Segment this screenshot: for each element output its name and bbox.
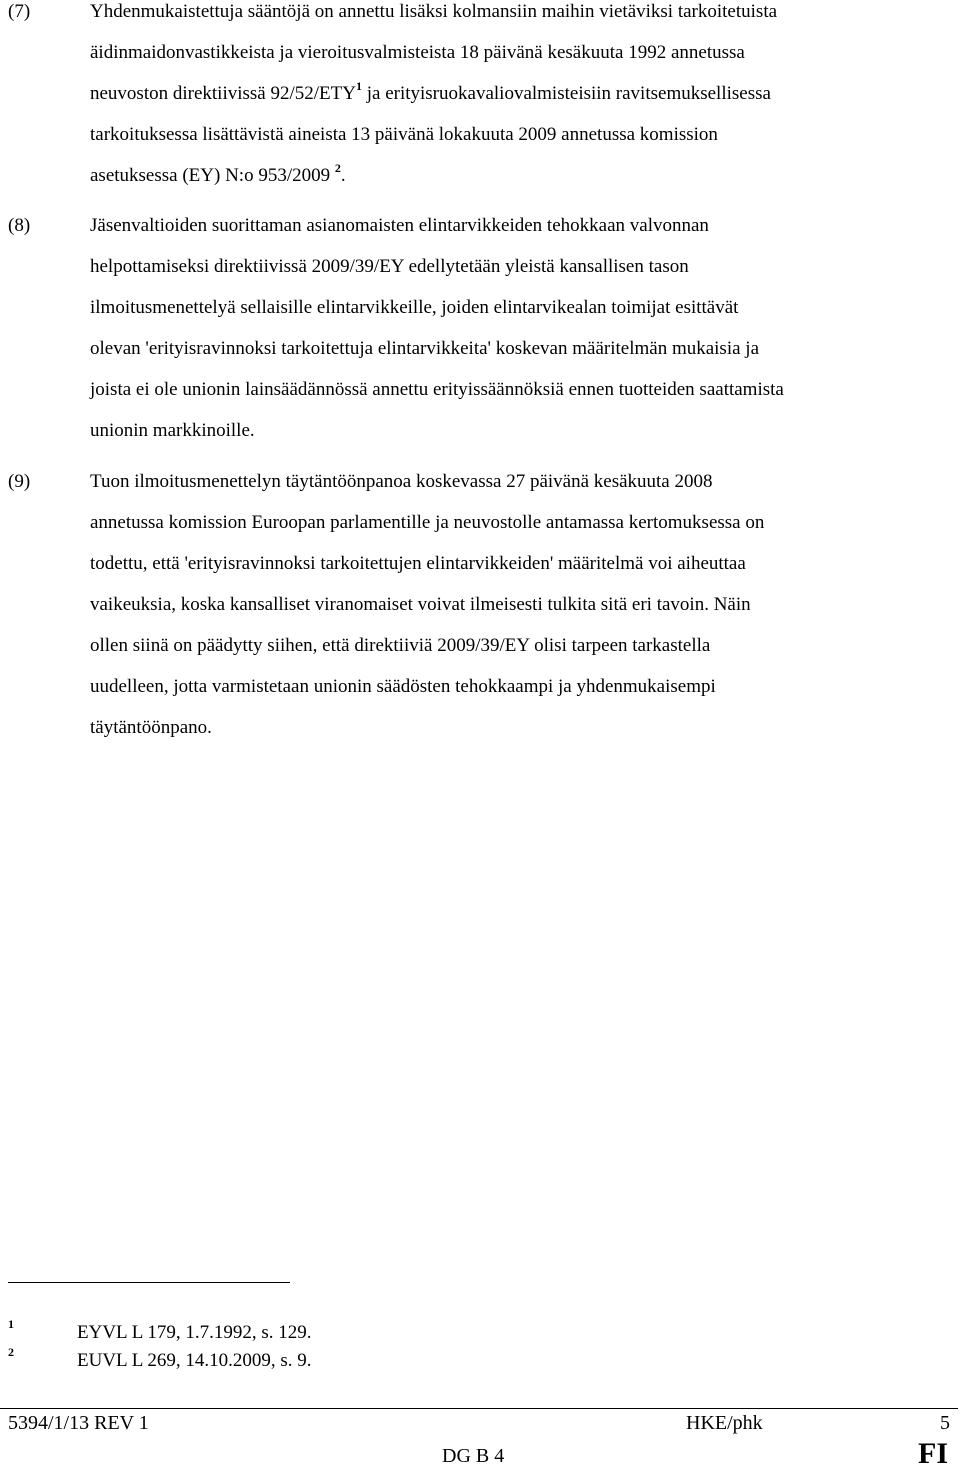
- text-line: unionin markkinoille.: [90, 420, 255, 441]
- document-reference: 5394/1/13 REV 1: [8, 1412, 149, 1434]
- text-line: täytäntöönpano.: [90, 717, 212, 738]
- text-line: Yhdenmukaistettuja sääntöjä on annettu lisäksi kolmansiin maihin vietäviksi tarkoitetuista: [90, 1, 778, 22]
- footnote-mark: 1: [8, 1317, 14, 1331]
- footnote-text: EUVL L 269, 14.10.2009, s. 9.: [77, 1350, 312, 1371]
- footnote-text: EYVL L 179, 1.7.1992, s. 129.: [77, 1322, 312, 1343]
- text-line: [90, 73, 950, 114]
- footnote-mark: 2: [8, 1345, 14, 1359]
- footnote-ref[interactable]: 2: [334, 161, 341, 175]
- text-line: vaikeuksia, koska kansalliset viranomaiset voivat ilmeisesti tulkita sitä eri tavoin. Näin: [90, 594, 751, 615]
- recital-text: [90, 0, 950, 196]
- text-segment: ja erityisruokavaliovalmisteisiin ravitsemuksellisessa: [366, 83, 771, 104]
- text-line: äidinmaidonvastikkeista ja vieroitusvalmisteista 18 päivänä kesäkuuta 1992 annetussa: [90, 42, 745, 63]
- text-line: helpottamiseksi direktiivissä 2009/39/EY edellytetään yleistä kansallisen tason: [90, 256, 689, 277]
- text-line: todettu, että 'erityisravinnoksi tarkoitettujen elintarvikkeiden' määritelmä voi aiheuttaa: [90, 553, 746, 574]
- footnote-separator: [8, 1282, 290, 1283]
- text-segment: .: [340, 165, 346, 186]
- language-code: FI: [918, 1437, 948, 1470]
- recital-number: (9): [8, 471, 31, 492]
- author-initials: HKE/phk: [686, 1412, 763, 1434]
- text-line: uudelleen, jotta varmistetaan unionin säädösten tehokkaampi ja yhdenmukaisempi: [90, 676, 716, 697]
- text-segment: neuvoston direktiivissä 92/52/ETY: [90, 83, 356, 104]
- text-line: ollen siinä on päädytty siihen, että direktiiviä 2009/39/EY olisi tarpeen tarkastella: [90, 635, 711, 656]
- page-number: 5: [940, 1412, 950, 1434]
- footnote-ref[interactable]: 1: [355, 79, 362, 93]
- text-line: ilmoitusmenettelyä sellaisille elintarvikkeille, joiden elintarvikealan toimijat esittävät: [90, 297, 739, 318]
- recital-number: (7): [8, 1, 31, 22]
- footer-separator: [0, 1408, 958, 1409]
- recital-text: [90, 461, 950, 748]
- text-line: [90, 155, 950, 196]
- text-line: joista ei ole unionin lainsäädännössä annettu erityissäännöksiä ennen tuotteiden saattamista: [90, 379, 784, 400]
- directorate: DG B 4: [442, 1445, 505, 1467]
- text-segment: asetuksessa (EY) N:o 953/2009: [90, 165, 331, 186]
- text-line: tarkoituksessa lisättävistä aineista 13 päivänä lokakuuta 2009 annetussa komission: [90, 124, 718, 145]
- text-line: olevan 'erityisravinnoksi tarkoitettuja elintarvikkeita' koskevan määritelmän mukaisia ja: [90, 338, 759, 359]
- text-line: Tuon ilmoitusmenettelyn täytäntöönpanoa koskevassa 27 päivänä kesäkuuta 2008: [90, 471, 713, 492]
- text-line: Jäsenvaltioiden suorittaman asianomaisten elintarvikkeiden tehokkaan valvonnan: [90, 215, 709, 236]
- recital-text: [90, 205, 950, 451]
- text-line: annetussa komission Euroopan parlamentille ja neuvostolle antamassa kertomuksessa on: [90, 512, 765, 533]
- recital-number: (8): [8, 215, 31, 236]
